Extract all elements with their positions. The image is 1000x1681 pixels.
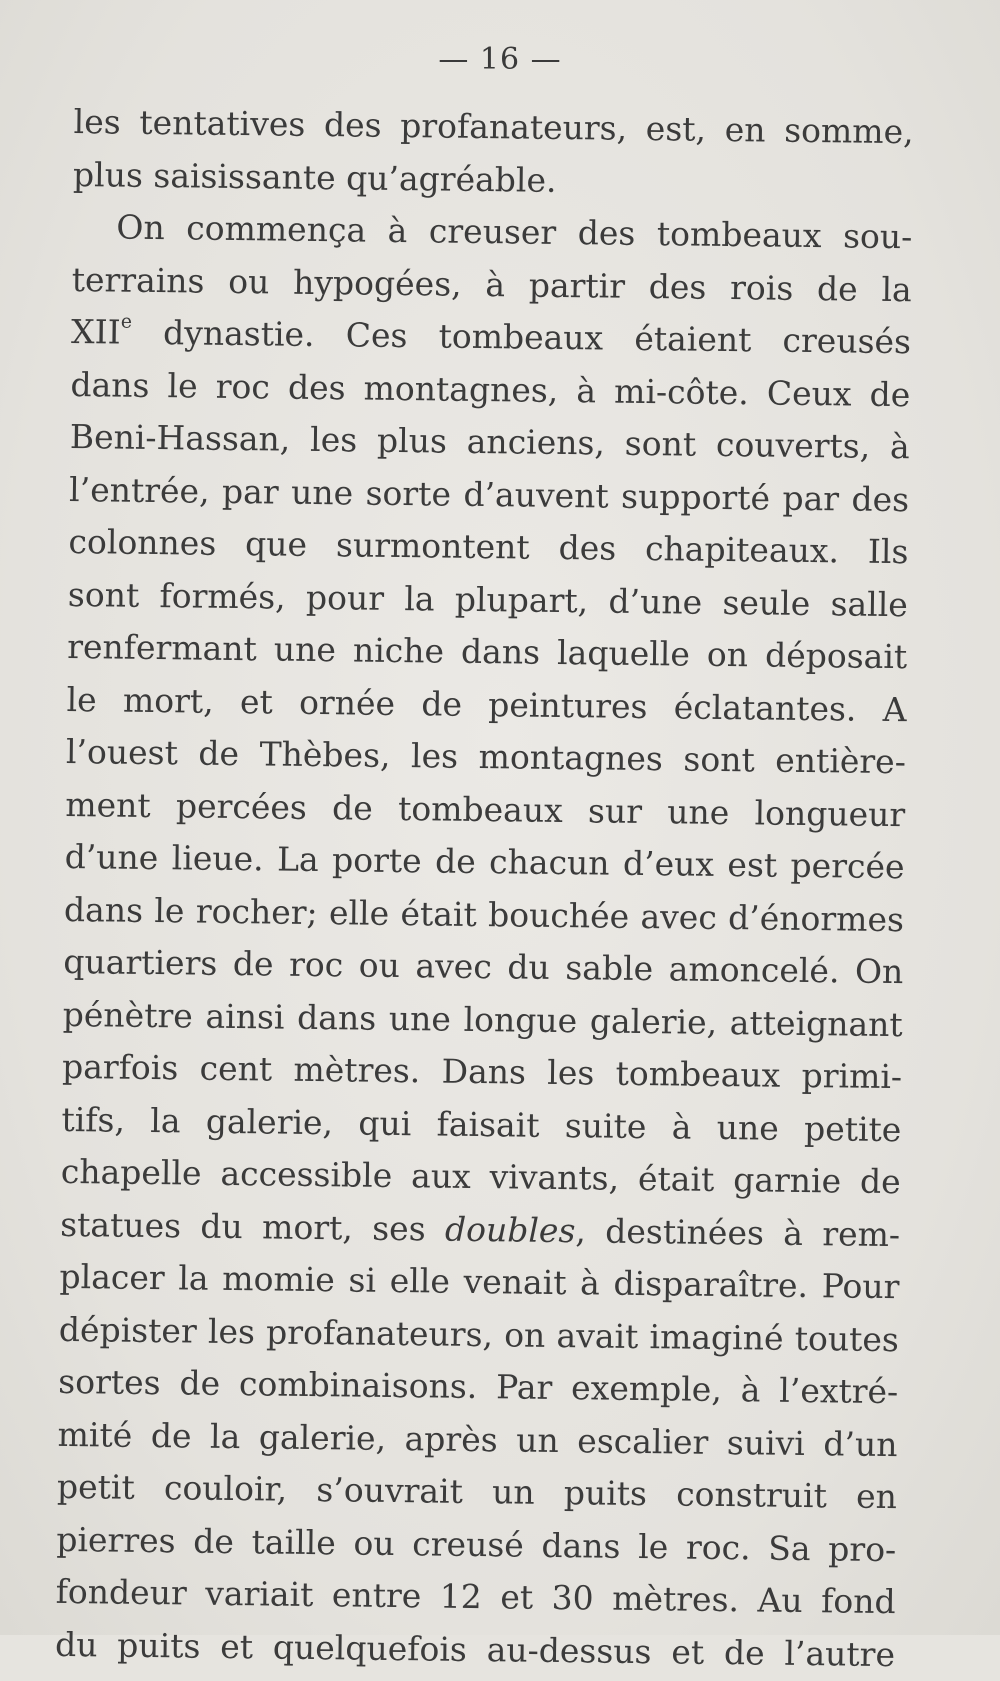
text-line-1: les tentatives des profanateurs, est, en somme,: [73, 101, 914, 152]
text-line-27: petit couloir, s’ouvrait un puits construit en: [56, 1466, 898, 1517]
body-text: [55, 96, 914, 1681]
text-line-26: mité de la galerie, après un escalier suivi d’un: [57, 1414, 898, 1464]
text-line-25: sortes de combinaisons. Par exemple, à l’extré-: [58, 1361, 899, 1412]
text-line-2: plus saisissante qu’agréable.: [72, 154, 557, 200]
text-line-4: terrains ou hypogées, à partir des rois de la: [71, 259, 912, 309]
text-line-6: dans le roc des montagnes, à mi-côte. Ceux de: [70, 364, 911, 414]
text-line-30: du puits et quelquefois au-dessus et de l’autre: [54, 1624, 896, 1674]
text-line-29: fondeur variait entre 12 et 30 mètres. Au fond: [55, 1571, 896, 1622]
text-line-21: chapelle accessible aux vivants, était garnie de: [60, 1151, 901, 1202]
text-line-24: dépister les profanateurs, on avait imaginé toutes: [58, 1309, 900, 1359]
text-line-19: parfois cent mètres. Dans les tombeaux primi-: [61, 1046, 903, 1097]
text-line-8: l’entrée, par une sorte d’auvent supporté par des: [68, 469, 910, 519]
text-line-15: d’une lieue. La porte de chacun d’eux est percée: [64, 836, 905, 887]
text-line-3: On commença à creuser des tombeaux sou-: [116, 207, 913, 257]
text-line-22: statues du mort, ses doubles, destinées à rem-: [59, 1204, 901, 1254]
text-line-12: le mort, et ornée de peintures éclatantes. A: [66, 679, 907, 729]
text-line-23: placer la momie si elle venait à disparaître. Pour: [59, 1256, 900, 1307]
text-line-7: Beni-Hassan, les plus anciens, sont couverts, à: [69, 416, 910, 467]
text-line-9: colonnes que surmontent des chapiteaux. Ils: [68, 521, 909, 572]
text-line-28: pierres de taille ou creusé dans le roc. Sa pro-: [56, 1519, 897, 1569]
page-number: — 16 —: [438, 42, 562, 77]
text-line-5: XIIe dynastie. Ces tombeaux étaient creusés: [70, 310, 912, 362]
text-line-13: l’ouest de Thèbes, les montagnes sont entière-: [65, 731, 907, 782]
text-line-14: ment percées de tombeaux sur une longueur: [65, 784, 906, 834]
text-line-20: tifs, la galerie, qui faisait suite à une petite: [61, 1099, 902, 1149]
text-line-16: dans le rocher; elle était bouchée avec d’énormes: [63, 889, 905, 939]
text-line-17: quartiers de roc ou avec du sable amoncelé. On: [63, 941, 904, 992]
text-line-11: renfermant une niche dans laquelle on déposait: [67, 626, 908, 677]
text-line-18: pénètre ainsi dans une longue galerie, atteignant: [62, 994, 903, 1044]
text-line-10: sont formés, pour la plupart, d’une seule salle: [67, 574, 909, 624]
